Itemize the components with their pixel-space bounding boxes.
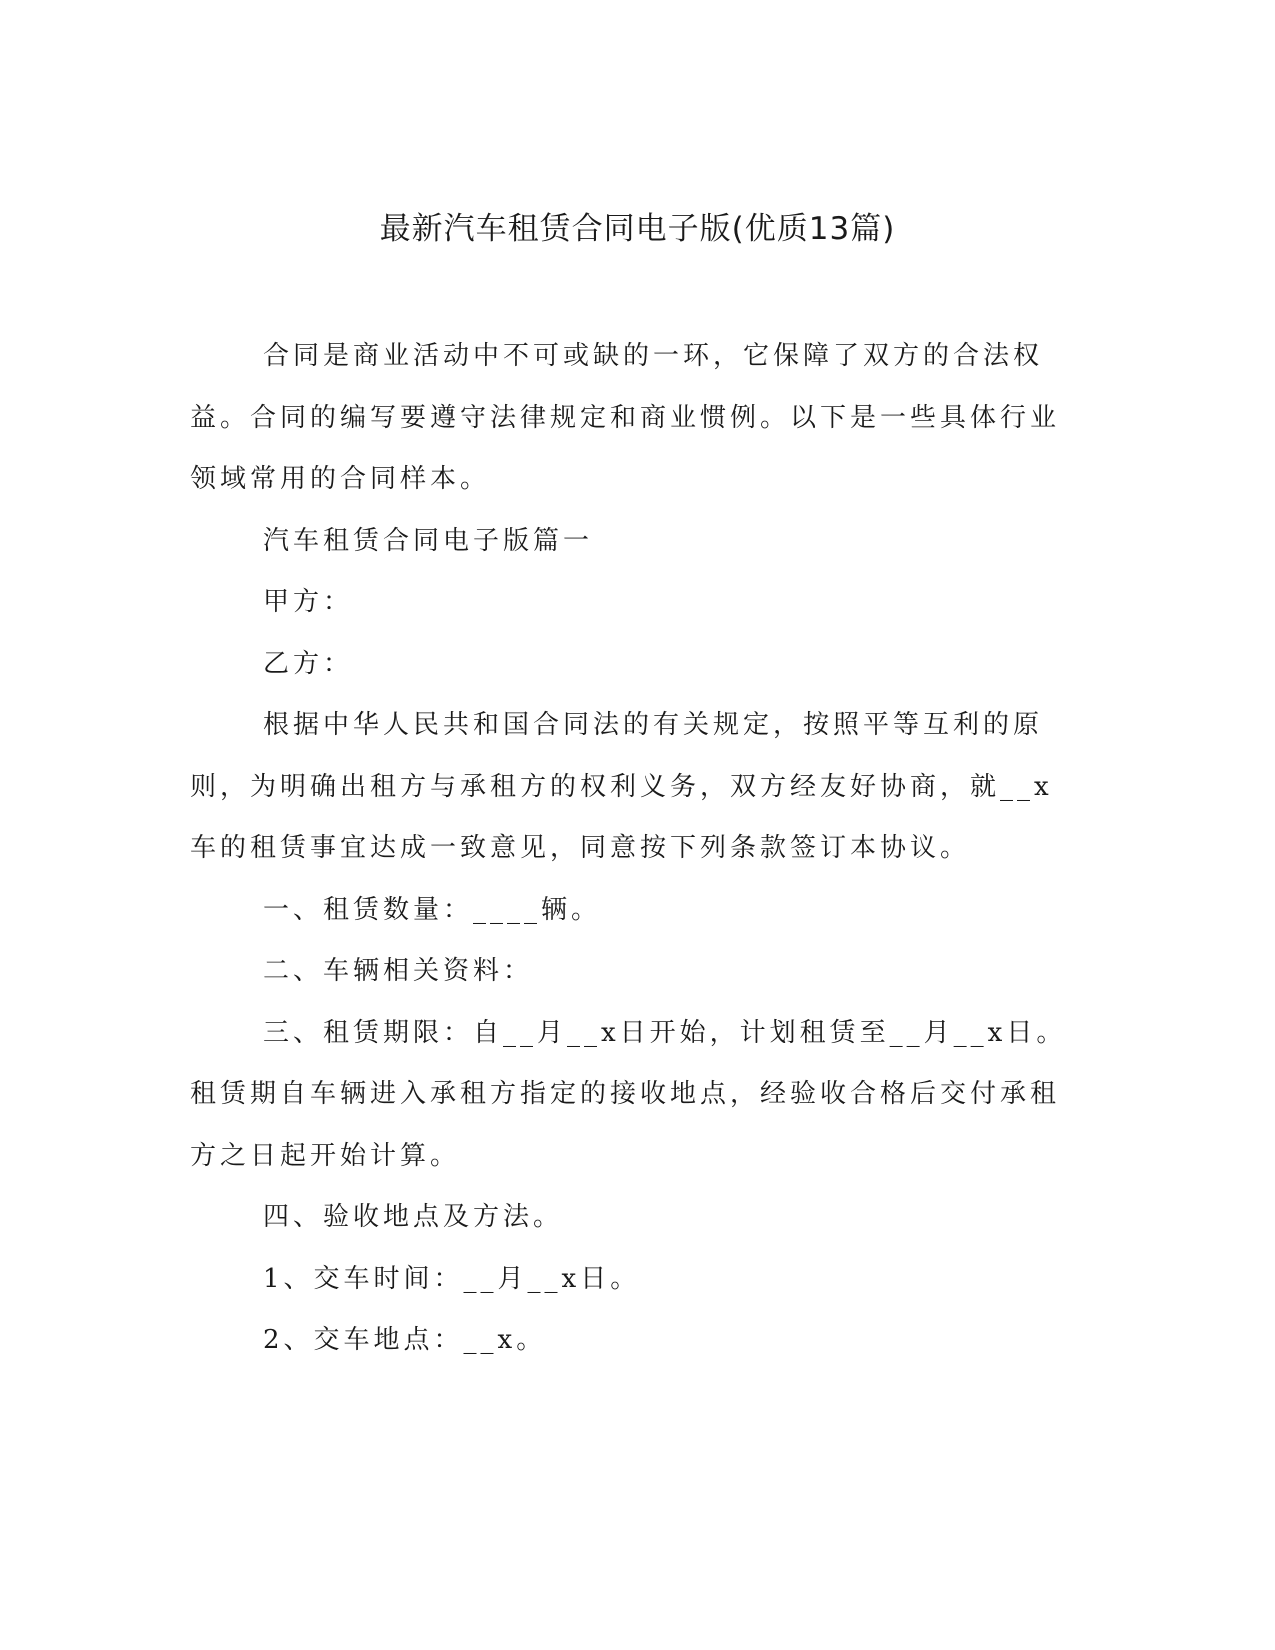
- party-b-line: 乙方：: [263, 648, 354, 679]
- intro-paragraph: 合同是商业活动中不可或缺的一环，它保障了双方的合法权益。合同的编写要遵守法律规定和商业惯例。以下是一些具体行业领域常用的合同样本。: [190, 341, 1061, 494]
- clause-lease-term: 三、租赁期限：自__月__x日开始，计划租赁至__月__x日。租赁期自车辆进入承租方指定的接收地点，经验收合格后交付承租方之日起开始计算。: [190, 1017, 1067, 1171]
- document-body: [190, 326, 1082, 1372]
- clause-delivery-time: 1、交车时间：__月__x日。: [263, 1263, 641, 1294]
- document-title: 最新汽车租赁合同电子版(优质13篇): [379, 211, 896, 247]
- clause-vehicle-info: 二、车辆相关资料：: [263, 956, 534, 986]
- party-a-line: 甲方：: [263, 587, 354, 617]
- clause-quantity: 一、租赁数量：____辆。: [263, 894, 602, 925]
- clause-inspection: 四、验收地点及方法。: [263, 1202, 564, 1232]
- preamble-paragraph: 根据中华人民共和国合同法的有关规定，按照平等互利的原则，为明确出租方与承租方的权利义务，双方经友好协商，就__x车的租赁事宜达成一致意见，同意按下列条款签订本协议。: [190, 710, 1053, 863]
- section-heading: 汽车租赁合同电子版篇一: [263, 525, 594, 556]
- clause-delivery-place: 2、交车地点：__x。: [263, 1325, 547, 1355]
